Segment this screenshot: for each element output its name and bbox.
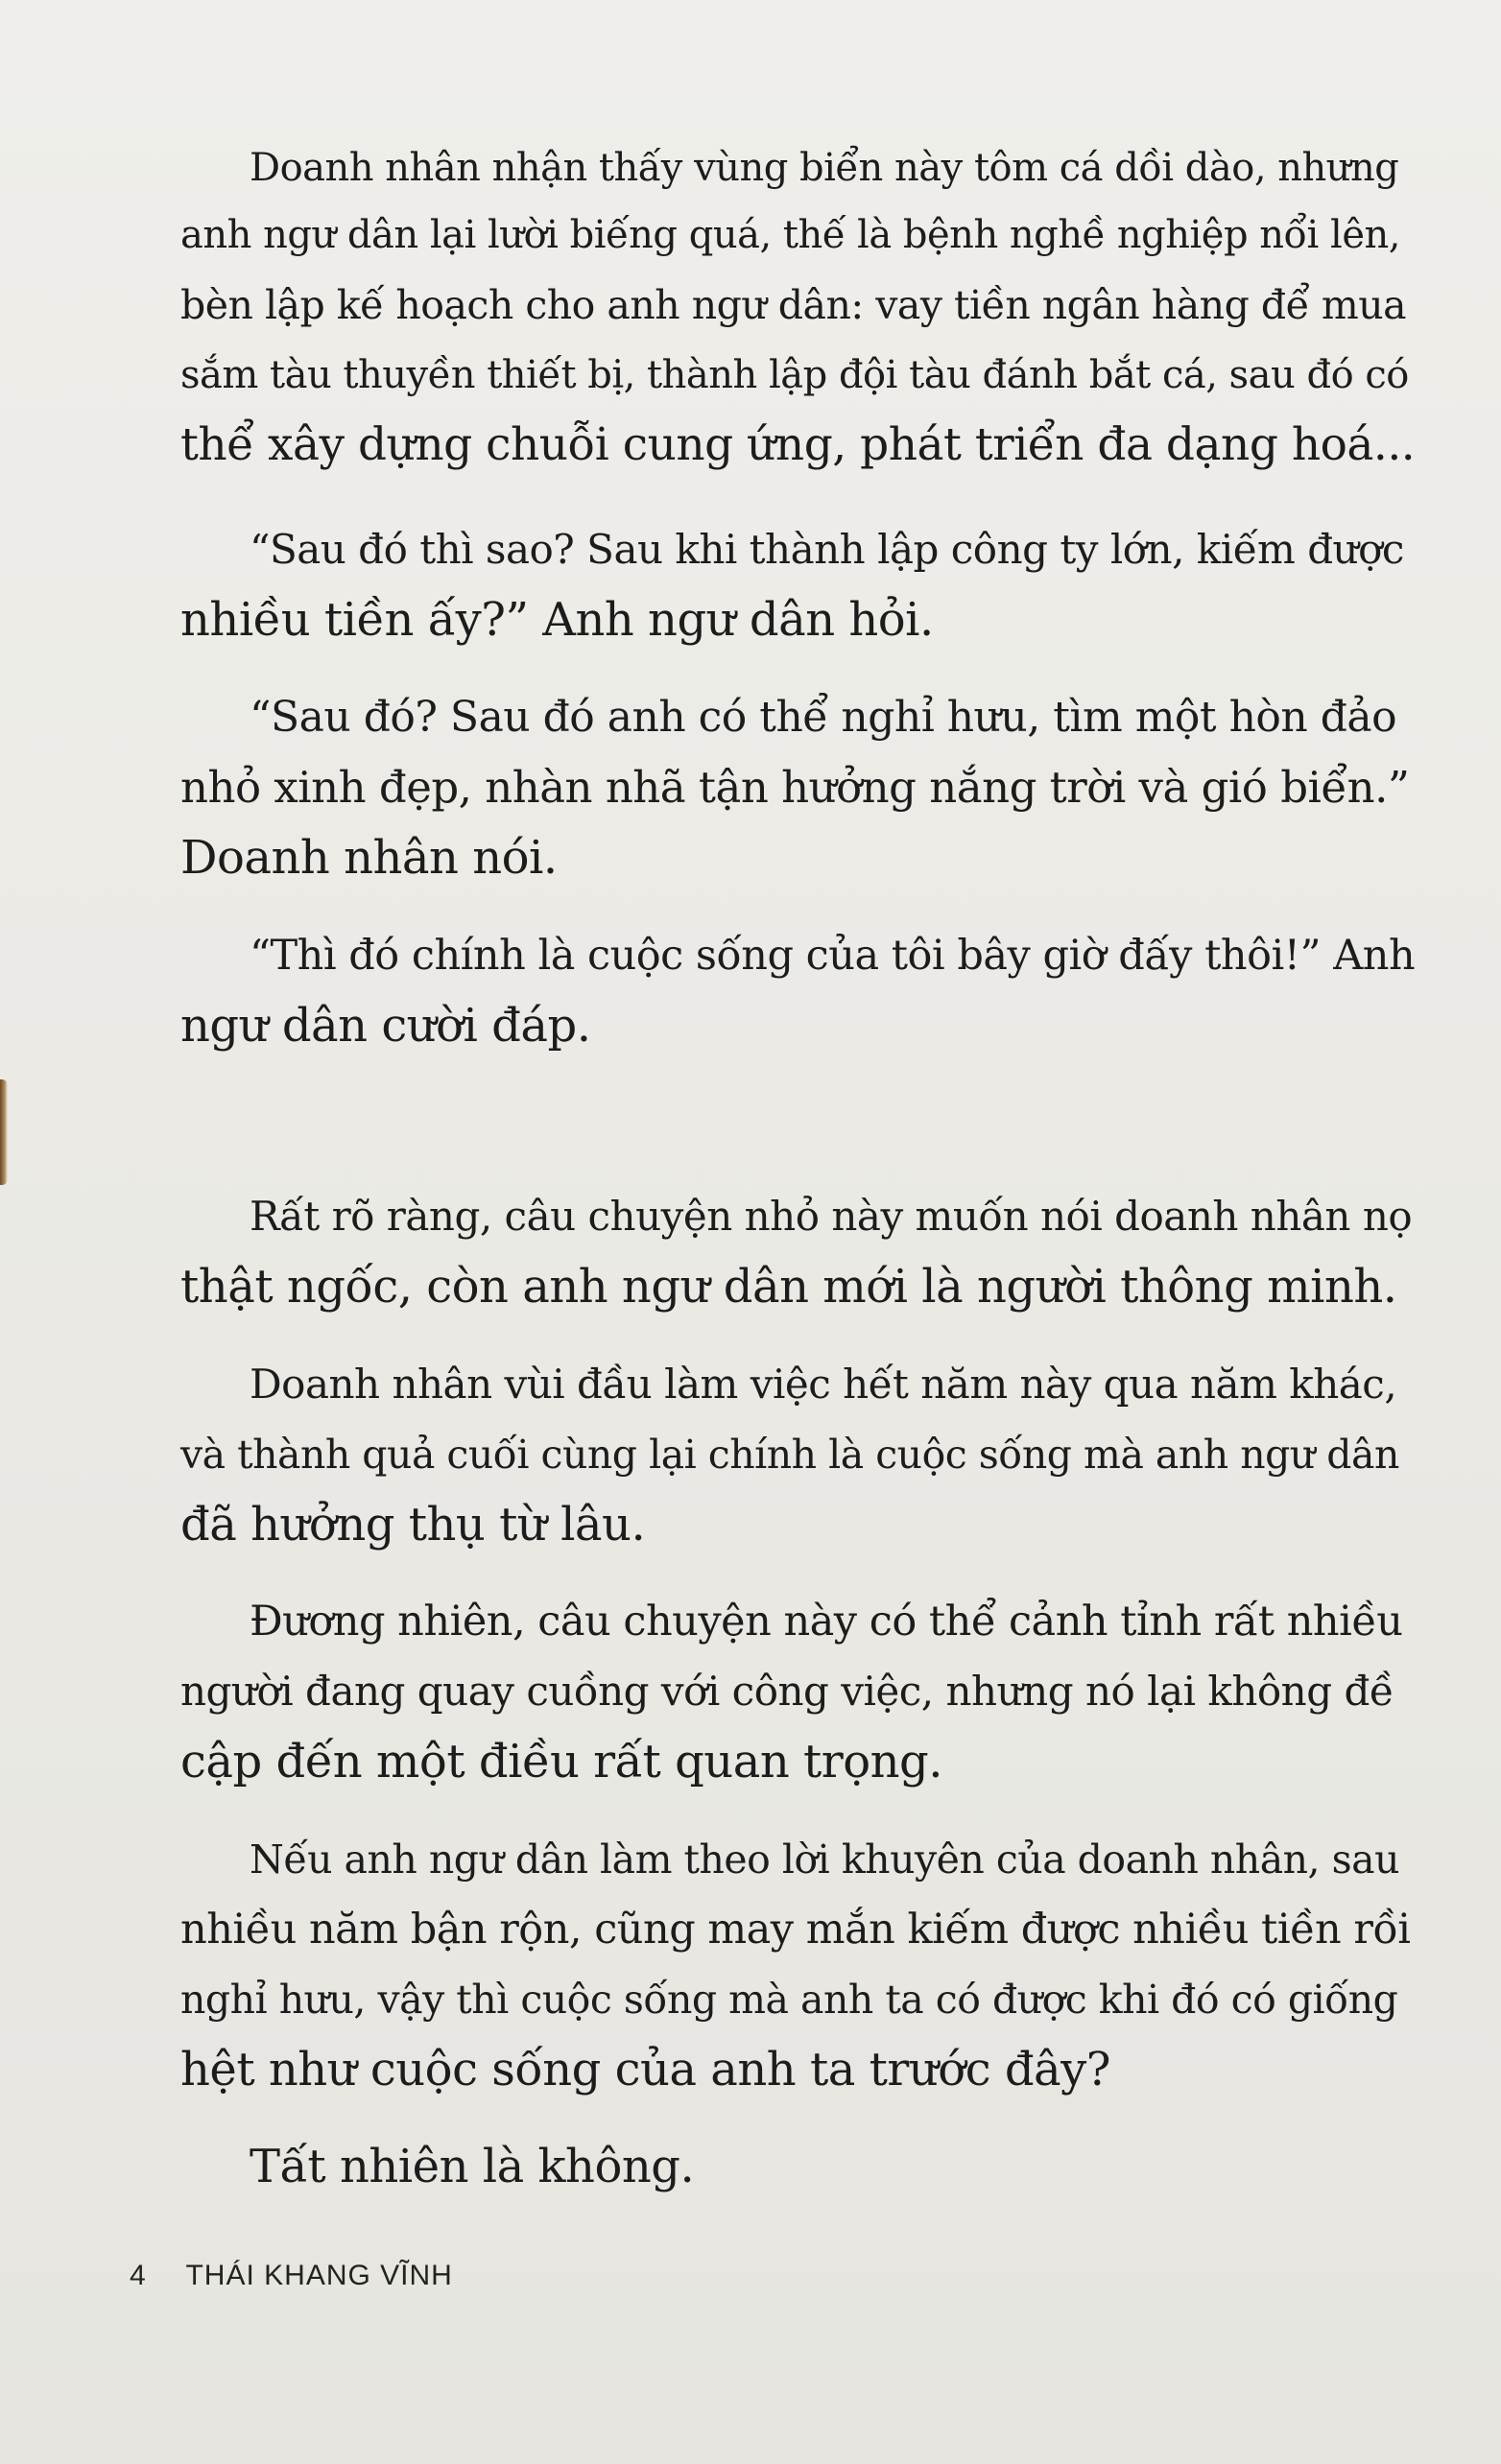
text-line: thật ngốc, còn anh ngư dân mới là người thông minh. bbox=[180, 1260, 1397, 1314]
text-line: “Thì đó chính là cuộc sống của tôi bây giờ đấy thôi!” Anh bbox=[250, 932, 1416, 980]
text-line: anh ngư dân lại lười biếng quá, thế là bệnh nghề nghiệp nổi lên, bbox=[180, 213, 1400, 257]
text-line: cập đến một điều rất quan trọng. bbox=[180, 1735, 943, 1789]
text-line: nhiều năm bận rộn, cũng may mắn kiếm được nhiều tiền rồi bbox=[180, 1906, 1411, 1954]
text-line: Doanh nhân nhận thấy vùng biển này tôm cá dồi dào, nhưng bbox=[250, 146, 1399, 190]
text-line: “Sau đó thì sao? Sau khi thành lập công ty lớn, kiếm được bbox=[250, 526, 1404, 573]
text-line: “Sau đó? Sau đó anh có thể nghỉ hưu, tìm một hòn đảo bbox=[250, 693, 1397, 742]
text-line: Đương nhiên, câu chuyện này có thể cảnh tỉnh rất nhiều bbox=[250, 1598, 1403, 1646]
text-line: sắm tàu thuyền thiết bị, thành lập đội tàu đánh bắt cá, sau đó có bbox=[180, 353, 1409, 397]
text-line: hệt như cuộc sống của anh ta trước đây? bbox=[180, 2043, 1111, 2097]
text-line: Nếu anh ngư dân làm theo lời khuyên của doanh nhân, sau bbox=[250, 1836, 1400, 1883]
text-line: ngư dân cười đáp. bbox=[180, 999, 591, 1053]
text-line: bèn lập kế hoạch cho anh ngư dân: vay tiền ngân hàng để mua bbox=[180, 282, 1407, 328]
text-line: nhỏ xinh đẹp, nhàn nhã tận hưởng nắng trời và gió biển.” bbox=[180, 762, 1410, 813]
text-line: và thành quả cuối cùng lại chính là cuộc sống mà anh ngư dân bbox=[180, 1432, 1399, 1478]
page-footer bbox=[130, 2260, 453, 2292]
text-line: Doanh nhân vùi đầu làm việc hết năm này qua năm khác, bbox=[250, 1361, 1397, 1408]
text-line: Tất nhiên là không. bbox=[250, 2140, 695, 2193]
page-number: 4 bbox=[130, 2260, 147, 2291]
running-author: THÁI KHANG VĨNH bbox=[185, 2260, 453, 2291]
text-line: đã hưởng thụ từ lâu. bbox=[180, 1498, 646, 1552]
text-line: thể xây dựng chuỗi cung ứng, phát triển đa dạng hoá... bbox=[180, 418, 1416, 471]
text-line: nghỉ hưu, vậy thì cuộc sống mà anh ta có được khi đó có giống bbox=[180, 1977, 1398, 2023]
text-line: Doanh nhân nói. bbox=[180, 831, 558, 885]
text-line: người đang quay cuồng với công việc, nhưng nó lại không đề bbox=[180, 1668, 1394, 1715]
text-line: nhiều tiền ấy?” Anh ngư dân hỏi. bbox=[180, 593, 934, 647]
text-line: Rất rõ ràng, câu chuyện nhỏ này muốn nói doanh nhân nọ bbox=[250, 1193, 1413, 1240]
